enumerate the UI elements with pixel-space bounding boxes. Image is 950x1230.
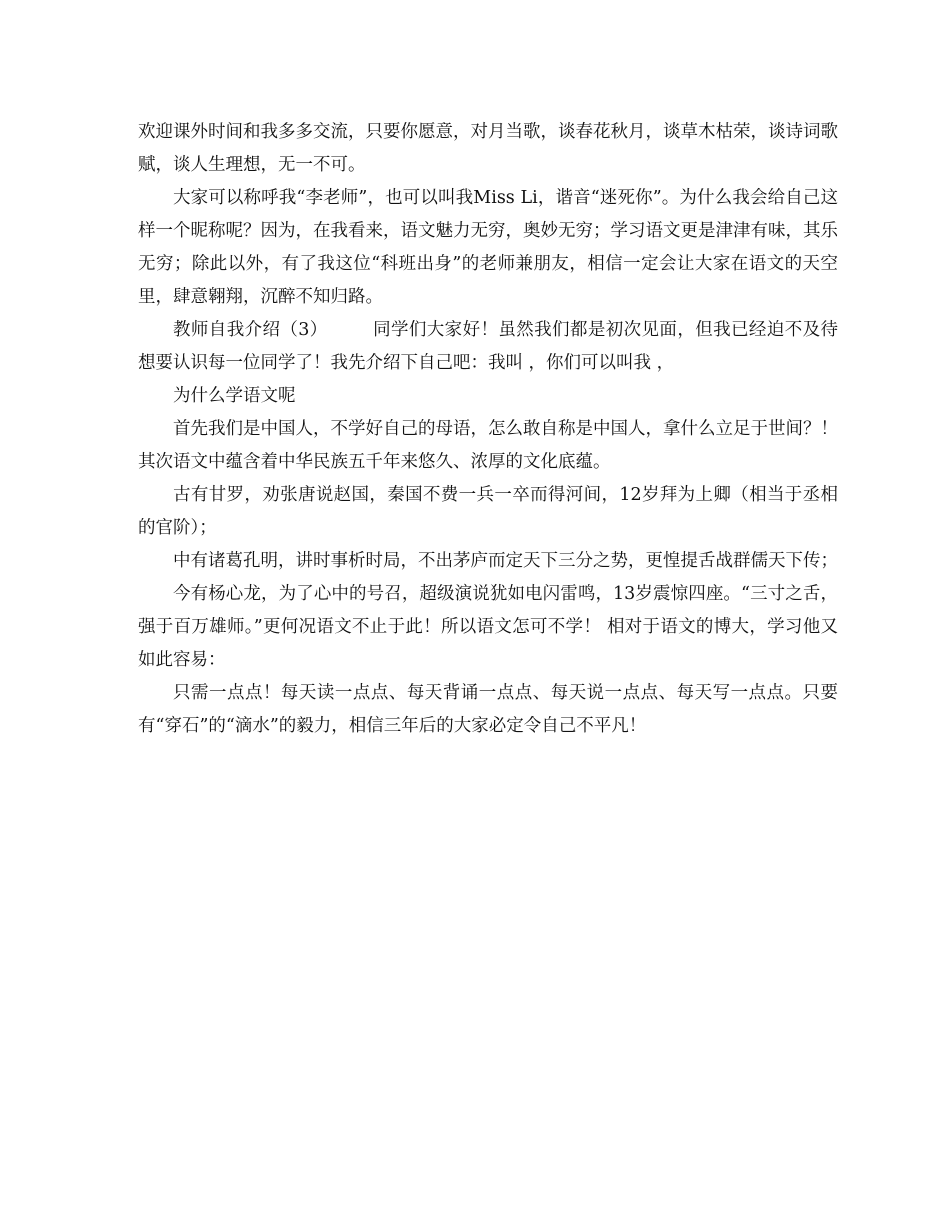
paragraph-yang: 今有杨心龙，为了心中的号召，超级演说犹如电闪雷鸣，13岁震惊四座。“三寸之舌，强于百万雄师。”更何况语文不止于此！所以语文怎可不学！ 相对于语文的博大，学习他又如此容易： xyxy=(138,584,838,670)
paragraph-zhuge: 中有诸葛孔明，讲时事析时局，不出茅庐而定天下三分之势，更惶提舌战群儒天下传； xyxy=(173,551,838,571)
paragraph-1: 欢迎课外时间和我多多交流，只要你愿意，对月当歌，谈春花秋月，谈草木枯荣，谈诗词歌赋，谈人生理想，无一不可。 xyxy=(138,122,838,175)
document-body xyxy=(138,116,838,743)
paragraph-2: 大家可以称呼我“李老师”，也可以叫我Miss Li，谐音“迷死你”。为什么我会给自己这样一个昵称呢？因为，在我看来，语文魅力无穷，奥妙无穷；学习语文更是津津有味，其乐无穷；除此以外，有了我这位“科班出身”的老师兼朋友，相信一定会让大家在语文的天空里，肆意翱翔，沉醉不知归路。 xyxy=(138,188,838,307)
section-3-text: 同学们大家好！虽然我们都是初次见面，但我已经迫不及待想要认识每一位同学了！我先介绍下自己吧：我叫 ，你们可以叫我 ， xyxy=(138,320,838,373)
paragraph-reason-1: 首先我们是中国人，不学好自己的母语，怎么敢自称是中国人，拿什么立足于世间？！其次语文中蕴含着中华民族五千年来悠久、浓厚的文化底蕴。 xyxy=(138,419,838,472)
paragraph-conclusion: 只需一点点！每天读一点点、每天背诵一点点、每天说一点点、每天写一点点。只要有“穿石”的“滴水”的毅力，相信三年后的大家必定令自己不平凡！ xyxy=(138,683,838,736)
paragraph-why-chinese: 为什么学语文呢 xyxy=(173,386,296,406)
section-3-paragraph xyxy=(138,314,838,380)
section-3-heading: 教师自我介绍（3） xyxy=(173,320,328,340)
paragraph-ganluo: 古有甘罗，劝张唐说赵国，秦国不费一兵一卒而得河间，12岁拜为上卿（相当于丞相的官阶）； xyxy=(138,485,838,538)
